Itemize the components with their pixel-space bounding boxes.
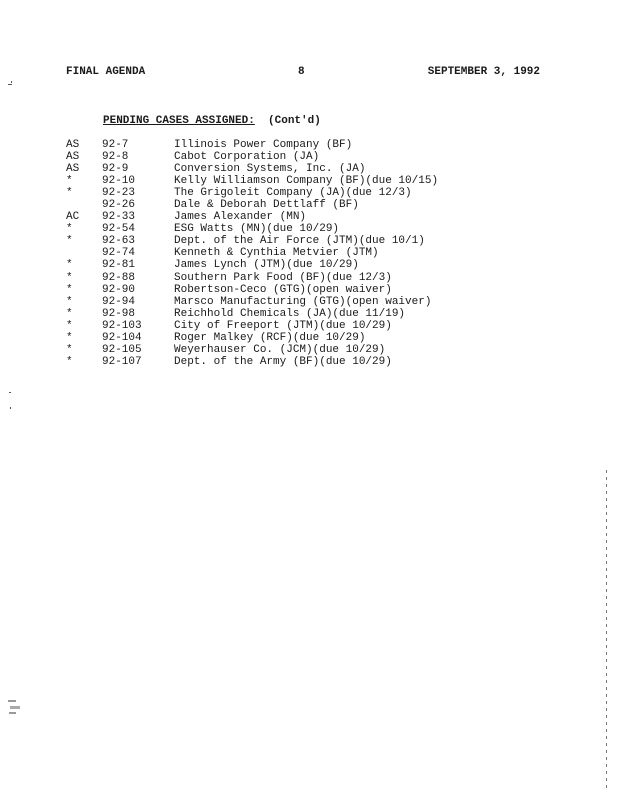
case-number: 92-98 [102, 307, 136, 320]
scan-speck [8, 700, 16, 702]
case-row [66, 284, 506, 296]
case-name: Reichhold Chemicals (JA)(due 11/19) [174, 307, 406, 320]
scan-speck [11, 81, 12, 83]
case-row [66, 259, 506, 271]
case-mark: * [66, 319, 73, 332]
case-row [66, 320, 506, 332]
case-number: 92-105 [102, 343, 142, 356]
case-name: Marsco Manufacturing (GTG)(open waiver) [174, 295, 432, 308]
page-number: 8 [298, 66, 305, 78]
case-mark: * [66, 187, 73, 200]
agenda-date: SEPTEMBER 3, 1992 [427, 66, 540, 78]
case-list [66, 139, 506, 368]
agenda-title: FINAL AGENDA [66, 66, 146, 78]
case-number: 92-81 [102, 259, 136, 272]
case-row [66, 163, 506, 175]
case-row [66, 139, 506, 151]
section-suffix: (Cont'd) [268, 115, 321, 127]
case-row [66, 272, 506, 284]
scan-speck [9, 712, 16, 714]
case-number: 92-104 [102, 331, 142, 344]
case-name: Illinois Power Company (BF) [174, 139, 353, 151]
case-name: Cabot Corporation (JA) [174, 151, 320, 164]
case-name: Roger Malkey (RCF)(due 10/29) [174, 331, 366, 344]
case-mark: * [66, 307, 73, 320]
scan-speck [10, 407, 11, 409]
case-number: 92-107 [102, 355, 142, 368]
case-number: 92-94 [102, 295, 136, 308]
page-header [66, 66, 540, 80]
case-number: 92-8 [102, 151, 129, 164]
section-title: PENDING CASES ASSIGNED: [103, 115, 255, 127]
case-number: 92-88 [102, 271, 136, 284]
case-mark: * [66, 259, 73, 272]
case-name: Conversion Systems, Inc. (JA) [174, 163, 366, 176]
case-number: 92-7 [102, 139, 129, 151]
case-row [66, 356, 506, 368]
case-mark: AC [66, 211, 80, 224]
case-name: City of Freeport (JTM)(due 10/29) [174, 319, 392, 332]
case-row [66, 175, 506, 187]
case-name: Southern Park Food (BF)(due 12/3) [174, 271, 392, 284]
case-number: 92-103 [102, 319, 142, 332]
case-row [66, 296, 506, 308]
section-heading [103, 115, 321, 127]
case-number: 92-33 [102, 211, 136, 224]
case-mark: AS [66, 163, 80, 176]
case-number: 92-10 [102, 175, 136, 188]
case-name: Dale & Deborah Dettlaff (BF) [174, 199, 359, 212]
scan-speck [9, 392, 11, 393]
case-mark: * [66, 331, 73, 344]
case-name: Dept. of the Air Force (JTM)(due 10/1) [174, 235, 425, 248]
case-mark: AS [66, 151, 80, 164]
case-row [66, 223, 506, 235]
case-name: Robertson-Ceco (GTG)(open waiver) [174, 283, 392, 296]
case-mark: AS [66, 139, 80, 151]
case-row [66, 308, 506, 320]
case-number: 92-74 [102, 247, 136, 260]
scan-edge-line [606, 470, 607, 788]
case-mark: * [66, 295, 73, 308]
case-row [66, 344, 506, 356]
case-number: 92-63 [102, 235, 136, 248]
case-mark: * [66, 343, 73, 356]
case-number: 92-23 [102, 187, 136, 200]
case-row [66, 187, 506, 199]
case-name: James Lynch (JTM)(due 10/29) [174, 259, 359, 272]
case-number: 92-90 [102, 283, 136, 296]
case-number: 92-26 [102, 199, 136, 212]
case-mark: * [66, 223, 73, 236]
case-row [66, 211, 506, 223]
case-number: 92-54 [102, 223, 136, 236]
scan-speck [10, 706, 20, 709]
case-mark: * [66, 175, 73, 188]
case-name: Kelly Williamson Company (BF)(due 10/15) [174, 175, 439, 188]
case-mark: * [66, 235, 73, 248]
case-number: 92-9 [102, 163, 129, 176]
case-mark: * [66, 271, 73, 284]
case-row [66, 199, 506, 211]
case-name: ESG Watts (MN)(due 10/29) [174, 223, 340, 236]
case-name: Weyerhauser Co. (JCM)(due 10/29) [174, 343, 386, 356]
case-row [66, 247, 506, 259]
scan-speck [8, 84, 12, 85]
case-row [66, 332, 506, 344]
case-mark: * [66, 355, 73, 368]
case-row [66, 151, 506, 163]
case-name: Kenneth & Cynthia Metvier (JTM) [174, 247, 379, 260]
case-row [66, 235, 506, 247]
case-name: The Grigoleit Company (JA)(due 12/3) [174, 187, 412, 200]
case-mark: * [66, 283, 73, 296]
case-name: James Alexander (MN) [174, 211, 307, 224]
case-name: Dept. of the Army (BF)(due 10/29) [174, 355, 392, 368]
